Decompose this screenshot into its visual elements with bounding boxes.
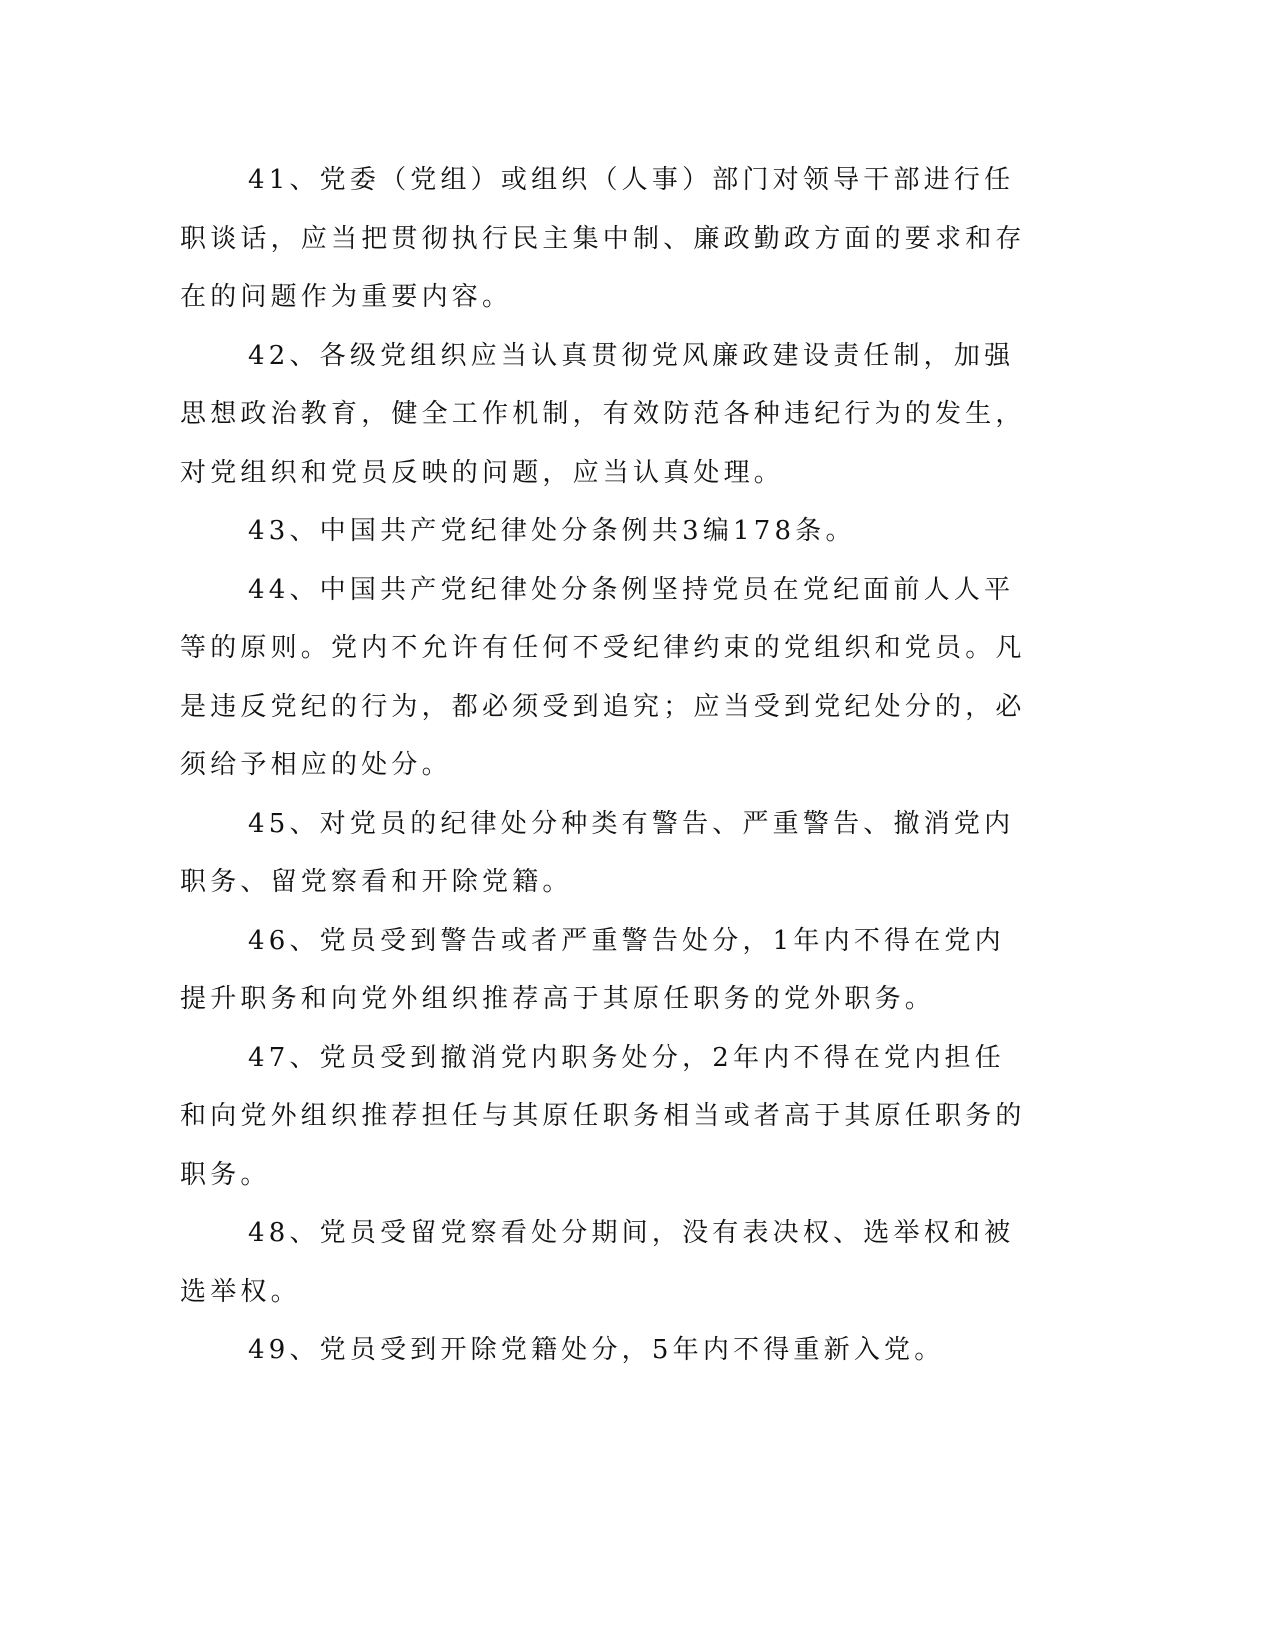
paragraph-47: 47、党员受到撤消党内职务处分，2年内不得在党内担任和向党外组织推荐担任与其原任职务相当或者高于其原任职务的职务。 [180, 1042, 1026, 1190]
paragraph-44: 44、中国共产党纪律处分条例坚持党员在党纪面前人人平等的原则。党内不允许有任何不受纪律约束的党组织和党员。凡是违反党纪的行为，都必须受到追究；应当受到党纪处分的，必须给予相应的处分。 [180, 574, 1026, 780]
paragraph-49: 49、党员受到开除党籍处分，5年内不得重新入党。 [248, 1335, 945, 1365]
document-body [180, 151, 1030, 1380]
paragraph-45: 45、对党员的纪律处分种类有警告、严重警告、撤消党内职务、留党察看和开除党籍。 [180, 808, 1015, 897]
paragraph-42: 42、各级党组织应当认真贯彻党风廉政建设责任制，加强思想政治教育，健全工作机制，有效防范各种违纪行为的发生，对党组织和党员反映的问题，应当认真处理。 [180, 340, 1026, 488]
paragraph-43: 43、中国共产党纪律处分条例共3编178条。 [248, 516, 856, 546]
paragraph-41: 41、党委（党组）或组织（人事）部门对领导干部进行任职谈话，应当把贯彻执行民主集中制、廉政勤政方面的要求和存在的问题作为重要内容。 [180, 165, 1026, 312]
paragraph-46: 46、党员受到警告或者严重警告处分，1年内不得在党内提升职务和向党外组织推荐高于其原任职务的党外职务。 [180, 925, 1005, 1014]
paragraph-48: 48、党员受留党察看处分期间，没有表决权、选举权和被选举权。 [180, 1218, 1015, 1307]
